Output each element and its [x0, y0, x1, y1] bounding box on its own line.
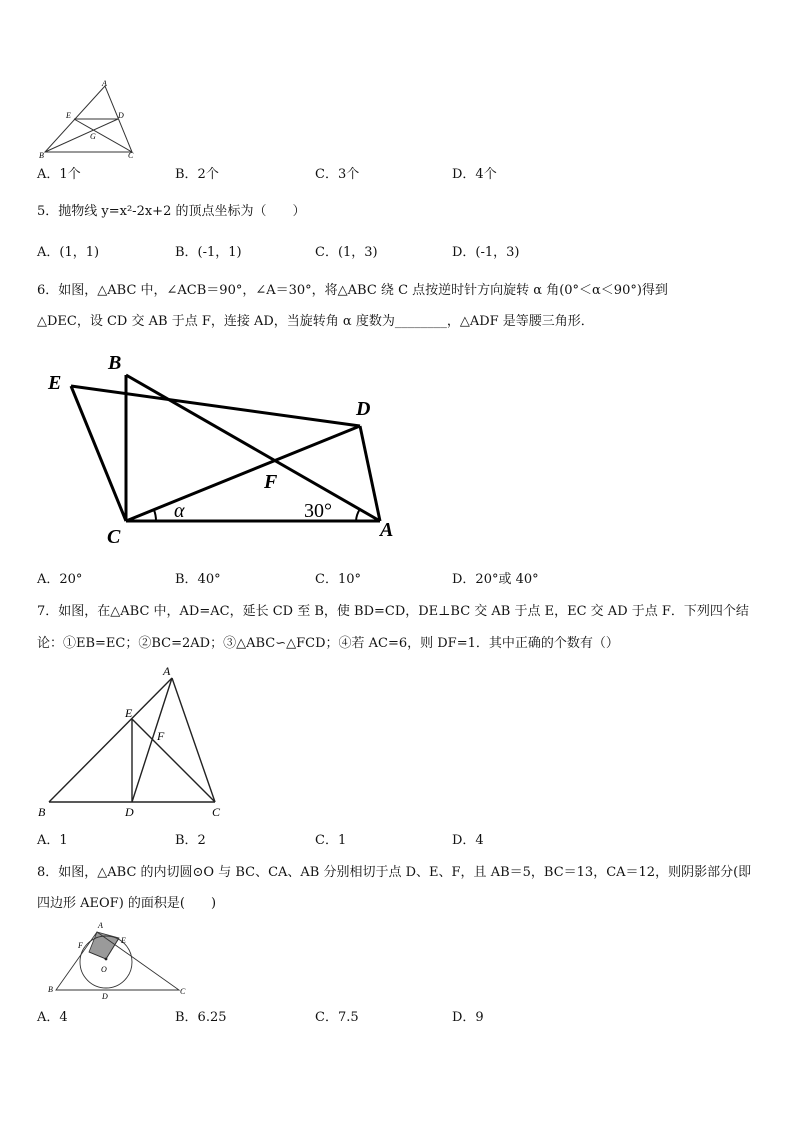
q8-label-c: C	[180, 987, 186, 996]
q4-label-b: B	[39, 151, 44, 160]
q6-label-f: F	[264, 471, 278, 493]
q6-label-alpha: α	[174, 500, 185, 522]
q4-label-d: D	[118, 111, 124, 120]
q7-stem-line2: 论：①EB=EC；②BC=2AD；③△ABC∽△FCD；④若 AC=6，则 DF=1．其中正确的个数有（）	[37, 636, 619, 651]
q5-option-d[interactable]: D．(-1，3)	[452, 245, 520, 260]
q6-option-b[interactable]: B．40°	[175, 572, 221, 587]
q4-label-a: A	[102, 79, 107, 88]
q8-stem-line1: 8．如图，△ABC 的内切圆⊙O 与 BC、CA、AB 分别相切于点 D、E、F，且 AB＝5，BC＝13，CA＝12，则阴影部分(即	[37, 865, 752, 880]
q7-option-c[interactable]: C．1	[315, 833, 347, 848]
q6-label-c: C	[107, 526, 121, 548]
q6-option-d[interactable]: D．20°或 40°	[452, 572, 539, 587]
q4-option-b[interactable]: B．2个	[175, 167, 219, 182]
q5-option-b[interactable]: B．(-1，1)	[175, 245, 242, 260]
q7-label-e: E	[125, 706, 133, 720]
q4-option-a[interactable]: A．1个	[37, 167, 81, 182]
q8-label-b: B	[48, 985, 53, 994]
q7-figure	[35, 662, 235, 820]
q8-option-d[interactable]: D．9	[452, 1010, 484, 1025]
q6-label-b: B	[108, 352, 122, 374]
q7-option-d[interactable]: D．4	[452, 833, 484, 848]
q6-stem-line2: △DEC，设 CD 交 AB 于点 F，连接 AD，当旋转角 α 度数为________，△ADF 是等腰三角形．	[37, 314, 594, 329]
q7-option-a[interactable]: A．1	[37, 833, 68, 848]
q7-label-d: D	[125, 805, 134, 819]
q6-label-30: 30°	[304, 500, 332, 522]
q6-figure	[40, 345, 410, 555]
q4-option-d[interactable]: D．4个	[452, 167, 497, 182]
q5-option-c[interactable]: C．(1，3)	[315, 245, 378, 260]
q8-label-a: A	[98, 921, 103, 930]
q6-label-e: E	[48, 372, 62, 394]
q8-option-b[interactable]: B．6.25	[175, 1010, 227, 1025]
q6-option-c[interactable]: C．10°	[315, 572, 361, 587]
q6-option-a[interactable]: A．20°	[37, 572, 83, 587]
q7-option-b[interactable]: B．2	[175, 833, 206, 848]
q7-label-a: A	[163, 664, 171, 678]
q8-option-c[interactable]: C．7.5	[315, 1010, 359, 1025]
q5-option-a[interactable]: A．(1，1)	[37, 245, 100, 260]
q7-stem-line1: 7．如图，在△ABC 中，AD=AC，延长 CD 至 B，使 BD=CD，DE⊥BC 交 AB 于点 E，EC 交 AD 于点 F．下列四个结	[37, 604, 749, 619]
q7-label-b: B	[38, 805, 46, 819]
q8-option-a[interactable]: A．4	[37, 1010, 68, 1025]
q6-label-d: D	[356, 398, 371, 420]
q4-label-g: G	[90, 132, 96, 141]
q4-label-e: E	[66, 111, 71, 120]
q8-label-d: D	[102, 992, 108, 1001]
q7-label-f: F	[157, 729, 165, 743]
q8-label-o: O	[101, 965, 107, 974]
q8-figure	[44, 918, 194, 1002]
q6-label-a: A	[380, 519, 394, 541]
q4-figure	[30, 78, 150, 160]
q8-label-e: E	[121, 936, 126, 945]
q7-label-c: C	[212, 805, 221, 819]
q8-stem-line2: 四边形 AEOF) 的面积是( )	[37, 896, 217, 911]
q6-stem-line1: 6．如图，△ABC 中，∠ACB＝90°，∠A＝30°，将△ABC 绕 C 点按逆时针方向旋转 α 角(0°＜α＜90°)得到	[37, 283, 668, 298]
q4-label-c: C	[128, 151, 134, 160]
q5-stem: 5．抛物线 y=x²-2x+2 的顶点坐标为（ ）	[37, 204, 306, 219]
q4-option-c[interactable]: C．3个	[315, 167, 360, 182]
q8-label-f: F	[78, 941, 83, 950]
